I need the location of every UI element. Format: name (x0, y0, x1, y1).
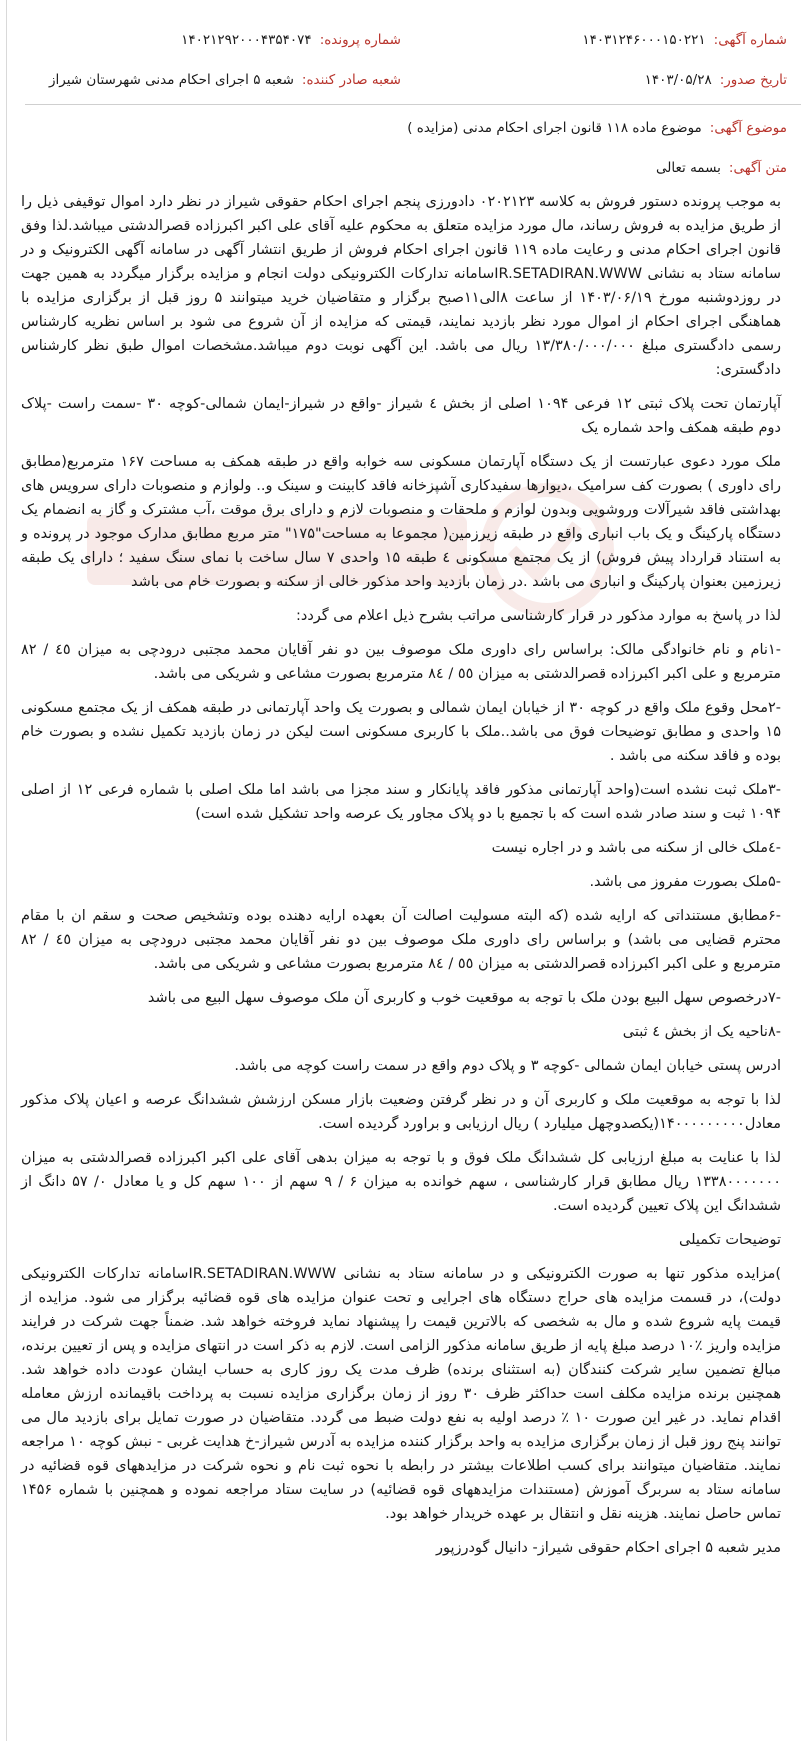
ad-number-label: شماره آگهی: (713, 32, 787, 48)
paragraph-item-7: -۷درخصوص سهل البیع بودن ملک با توجه به موقعیت خوب و کاربری آن ملک موصوف سهل البیع می باشد (147, 990, 781, 1006)
paragraph-signature: مدیر شعبه ۵ اجرای احکام حقوقی شیراز- دانیال گودرزپور (436, 1540, 781, 1556)
paragraph-share: لذا با عنایت به مبلغ ارزیابی کل ششدانگ ملک فوق و با توجه به میزان بدهی آقای علی اکبر اکبرزاده قصرالدشتی به میزان ۱۳۳۸۰۰۰۰۰۰۰ ریال مطابق قرار کارشناسی ، سهم خوانده به میزان ۶ / ۹ سهم از ۱۰۰ سهم کل و یا معادل ۰/ ۵۷ دانگ از ششدانگ این پلاک تعیین گردیده است. (21, 1150, 782, 1214)
case-number-label: شماره پرونده: (319, 32, 401, 48)
paragraph-expert-intro: لذا در پاسخ به موارد مذکور در قرار کارشناسی مراتب بشرح ذیل اعلام می گردد: (296, 608, 781, 624)
notice-page (6, 0, 801, 1741)
issue-date: ۱۴۰۳/۰۵/۲۸ (644, 72, 712, 88)
paragraph-item-3: -۳ملک ثبت نشده است(واحد آپارتمانی مذکور فاقد پایانکار و سند مجزا می باشد اما ملک اصلی با شماره فرعی ۱۲ از اصلی ۱۰۹۴ ثبت و سند صادر شده است که با تجمیع با دو پلاک مجاور یک عرصه واحد تشکیل شده است) (21, 782, 781, 822)
subject-row (407, 118, 787, 138)
paragraph-intro: به موجب پرونده دستور فروش به کلاسه ۰۲۰۲۱۲۳ دادورزی پنجم اجرای احکام حقوقی شیراز در نظر دارد اموال توقیفی ذیل را از طریق مزایده به فروش رساند، مال مورد مزایده متعلق به محکوم علیه آقای علی اکبر اکبرزاده قصرالدشتی میباشد.لذا وفق قانون اجرای احکام مدنی و رعایت ماده ۱۱۹ قانون اجرای احکام فروش از طریق انتشار آگهی در سامانه آگهی الکترونیک و در سامانه ستاد به نشانی IR.SETADIRAN.WWWسامانه تدارکات الکترونیکی دولت انجام و مزایده برگزار میگردد به همین جهت در روزدوشنبه مورخ ۱۴۰۳/۰۶/۱۹ از ساعت ۸الی۱۱صبح برگزار و متقاضیان خرید میتوانند ۵ روز قبل از برگزاری مزایده با هماهنگی اجرای احکام از اموال مورد نظر بازدید نمایند، قیمتی که مزایده از آن شروع می شود بر اساس نظریه کارشناس رسمی دادگستری مبلغ ۱۳/۳۸۰/۰۰۰/۰۰۰ ریال می باشد. این آگهی نوبت دوم میباشد.مشخصات اموال طبق نظر کارشناس دادگستری: (21, 194, 781, 378)
issue-date-label: تاریخ صدور: (719, 72, 787, 88)
issuing-branch: شعبه ۵ اجرای احکام مدنی شهرستان شیراز (49, 72, 294, 88)
paragraph-item-2: -۲محل وقوع ملک واقع در کوچه ۳۰ از خیابان ایمان شمالی و بصورت یک واحد آپارتمانی در طبقه همکف از یک مجتمع مسکونی ۱۵ واحدی و مطابق توضیحات فوق می باشد..ملک با کاربری مسکونی است لیکن در زمان بازدید تکمیل نشده و بصورت خام بوده و فاقد سکنه می باشد . (21, 700, 781, 764)
case-number-row (181, 30, 401, 50)
ad-text-row (656, 158, 787, 178)
ad-number: ۱۴۰۳۱۲۴۶۰۰۰۱۵۰۲۲۱ (582, 32, 706, 48)
paragraph-valuation: لذا با توجه به موقعیت ملک و کاربری آن و در نظر گرفتن وضعیت بازار مسکن ارزشش ششدانگ عرصه و اعیان پلاک مذکور معادل۱۴۰۰۰۰۰۰۰۰۰(یکصدوچهل میلیارد ) ریال ارزیابی و براورد گردیده است. (21, 1092, 781, 1132)
ad-text-label: متن آگهی: (728, 160, 787, 176)
notice-body (21, 190, 781, 1570)
subject-label: موضوع آگهی: (709, 120, 787, 136)
ad-text-value: بسمه تعالی (656, 160, 721, 176)
ad-number-row (582, 30, 787, 50)
issue-date-row (645, 70, 787, 90)
paragraph-item-6: -۶مطابق مستنداتی که ارایه شده (که البته مسولیت اصالت آن بعهده ارایه دهنده بوده وتشخیص صحت و سقم ان با مقام محترم قضایی می باشد) و براساس رای داوری ملک موصوف بین دو نفر آقایان محمد مجتبی درودچی به میزان ٤٥ / ۸۲ مترمربع و علی اکبر اکبرزاده قصرالدشتی به میزان ٥٥ / ۸٤ مترمربع بصورت مشاعی و شریکی می باشد. (21, 908, 782, 972)
paragraph-item-8: -۸ناحیه یک از بخش ٤ ثبتی (622, 1024, 781, 1040)
case-number: ۱۴۰۲۱۲۹۲۰۰۰۴۳۵۴۰۷۴ (181, 32, 312, 48)
paragraph-item-1: -۱نام و نام خانوادگی مالک: براساس رای داوری ملک موصوف بین دو نفر آقایان محمد مجتبی درودچی به میزان ٤٥ / ۸۲ مترمربع و علی اکبر اکبرزاده قصرالدشتی به میزان ٥٥ / ۸٤ مترمربع بصورت مشاعی و شریکی می باشد. (21, 642, 781, 682)
paragraph-property-description: ملک مورد دعوی عبارتست از یک دستگاه آپارتمان مسکونی سه خوابه واقع در طبقه همکف به مساحت ۱۶۷ مترمربع(مطابق رای داوری ) بصورت کف سرامیک ،دیوارها سفیدکاری آشپزخانه فاقد کابینت و سینک و.. ولوازم و منصوبات دارای سرویس های بهداشتی فاقد شیرآلات وروشویی وبدون لوازم و ملحقات و منصوبات لازم و دارای برق موقت ،آب مشترک و گاز به انضمام یک دستگاه پارکینگ و یک باب انباری واقع در طبقه زیرزمین( مجموعا به مساحت"۱۷۵" متر مربع مطابق مدارک موجود در پرونده و به استناد قرارداد پیش فروش) از یک مجتمع مسکونی ٤ طبقه ۱۵ واحدی ۷ سال ساخت با نمای سنگ سفید ؛ دارای یک طبقه زیرزمین بعنوان پارکینگ و انباری می باشد .در زمان بازدید واحد مذکور خالی از سکنه و بصورت خام می باشد (21, 454, 781, 590)
paragraph-item-5: -۵ملک بصورت مفروز می باشد. (589, 874, 781, 890)
paragraph-extra-heading: توضیحات تکمیلی (679, 1232, 781, 1248)
paragraph-item-4: -٤ملک خالی از سکنه می باشد و در اجاره نیست (491, 840, 781, 856)
issuing-branch-label: شعبه صادر کننده: (301, 72, 401, 88)
paragraph-property-plate: آپارتمان تحت پلاک ثبتی ۱۲ فرعی ۱۰۹۴ اصلی از بخش ٤ شیراز -واقع در شیراز-ایمان شمالی-کوچه ۳۰ -سمت راست -پلاک دوم طبقه همکف واحد شماره یک (21, 396, 782, 436)
subject-value: موضوع ماده ۱۱۸ قانون اجرای احکام مدنی (مزایده ) (407, 120, 702, 136)
issuing-branch-row (49, 70, 401, 90)
header-divider (25, 104, 801, 105)
paragraph-extra-details: )مزایده مذکور تنها به صورت الکترونیکی و در سامانه ستاد به نشانی IR.SETADIRAN.WWWسامانه تدارکات الکترونیکی دولت)، در قسمت مزایده های حراج دستگاه های اجرایی و تحت عنوان مزایده های قوه قضائیه برگزار می شود. مزایده از قیمت پایه شروع شده و مال به شخصی که بالاترین قیمت را پیشنهاد نماید فروخته خواهد شد. ضمناً جهت شرکت در فرایند مزایده واریز ٪۱۰ درصد مبلغ پایه از طریق سامانه مذکور الزامی است. لازم به ذکر است در انتهای مزایده و پس از تعیین برنده، مبالغ تضمین سایر شرکت کنندگان (به استثنای برنده) ظرف مدت یک روز کاری به حساب ایشان عودت داده خواهد شد. همچنین برنده مزایده مکلف است حداکثر ظرف ۳۰ روز از زمان برگزاری مزایده نسبت به پرداخت باقیمانده ارزش معامله اقدام نماید. در غیر این صورت ۱۰ ٪ درصد اولیه به نفع دولت ضبط می گردد. متقاضیان در صورت تمایل برای بازدید مال می توانند پنج روز قبل از زمان برگزاری مزایده به واحد برگزار کننده مزایده به آدرس شیراز-خ هدایت غربی - نبش کوچه ۱۰ مراجعه نمایند. متقاضیان میتوانند برای کسب اطلاعات بیشتر در رابطه با نحوه ثبت نام و نحوه شرکت در مزایدههای قوه قضائیه در سامانه ستاد به سربرگ آموزش (مستندات مزایدههای قوه قضائیه) در سایت ستاد مراجعه نموده و همچنین با شماره ۱۴۵۶ تماس حاصل نمایند. هزینه نقل و انتقال بر عهده خریدار خواهد بود. (21, 1266, 782, 1522)
paragraph-postal-address: ادرس پستی خیابان ایمان شمالی -کوچه ۳ و پلاک دوم واقع در سمت راست کوچه می باشد. (234, 1058, 781, 1074)
